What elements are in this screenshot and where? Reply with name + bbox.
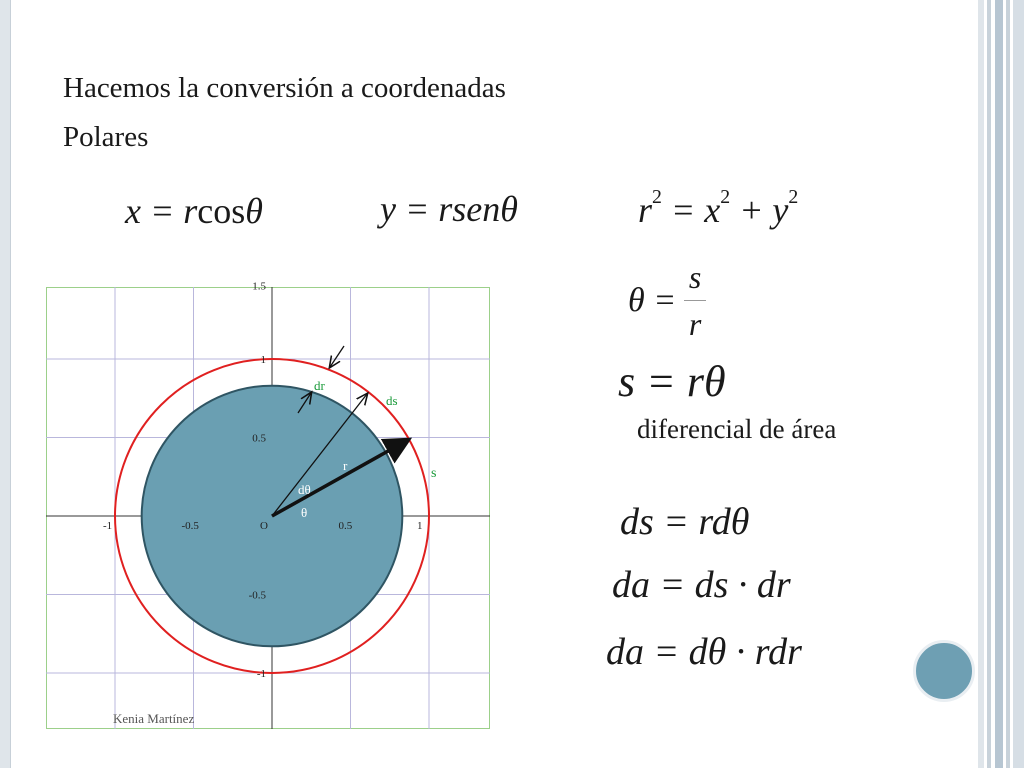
- x-tick-label: 0.5: [338, 520, 353, 532]
- y-tick-label: -0.5: [248, 589, 266, 602]
- label-dr: dr: [314, 378, 325, 393]
- polar-diagram: [46, 280, 490, 729]
- label-ds: ds: [386, 393, 398, 408]
- decorative-circle: [913, 640, 975, 702]
- x-tick-label: 1: [417, 520, 423, 532]
- equation-ds: ds = rdθ: [620, 501, 750, 543]
- y-tick-label: 0.5: [252, 432, 266, 445]
- area-differential-caption: diferencial de área: [637, 414, 837, 444]
- equation-x: x = rcosθ: [125, 191, 263, 231]
- label-r: r: [343, 458, 348, 473]
- equation-s: s = rθ: [618, 357, 726, 406]
- y-tick-label: 1.5: [252, 280, 266, 293]
- heading-line-2: Polares: [63, 121, 149, 153]
- label-s: s: [431, 466, 437, 481]
- y-tick-label: -1: [256, 668, 266, 680]
- equation-da-1: da = ds · dr: [612, 564, 791, 606]
- equation-r-squared: $r^2 = x^2 + y^2$: [638, 186, 799, 230]
- y-tick-label: 1: [260, 354, 266, 366]
- x-tick-label: O: [260, 520, 268, 532]
- equation-da-2: da = dθ · rdr: [606, 631, 802, 673]
- right-border-stripes: [978, 0, 1024, 768]
- figure-credit: Kenia Martínez: [113, 711, 195, 726]
- slide-heading: [63, 64, 506, 162]
- x-tick-label: -1: [103, 520, 113, 532]
- label-theta: θ: [301, 505, 308, 520]
- label-dtheta: dθ: [298, 482, 311, 497]
- left-border: [0, 0, 11, 768]
- x-tick-label: -0.5: [181, 520, 199, 532]
- equation-y: y = rsenθ: [380, 189, 518, 229]
- equation-theta: θ = $\frac{s}{r}$: [628, 258, 706, 343]
- heading-line-1: Hacemos la conversión a coordenadas: [63, 72, 506, 104]
